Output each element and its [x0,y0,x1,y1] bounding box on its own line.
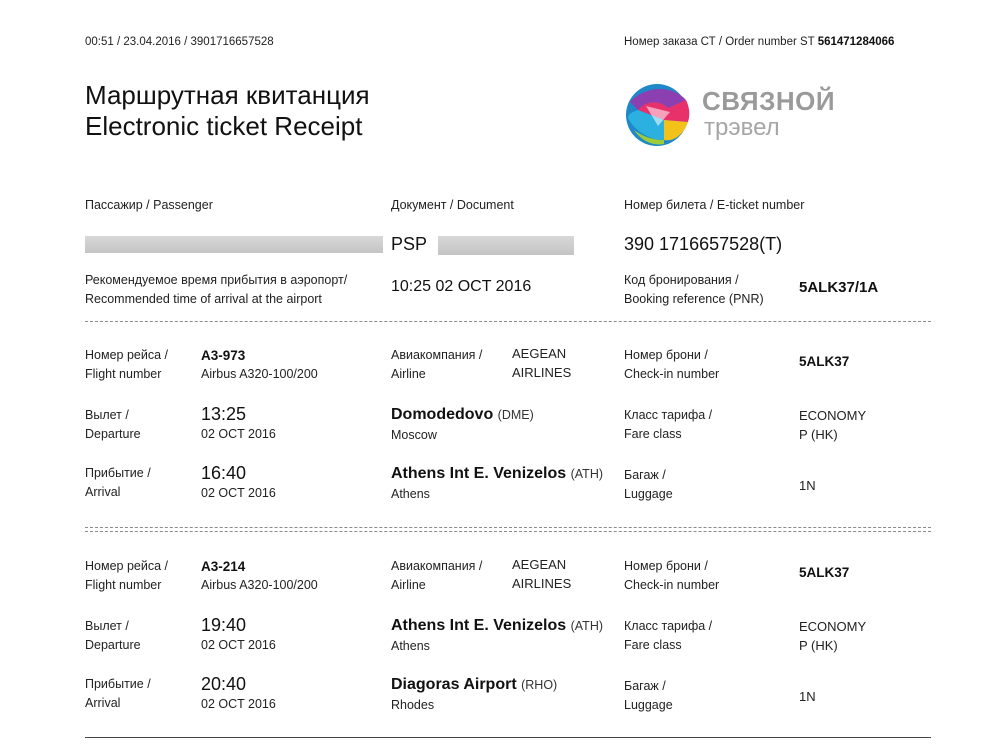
fare-class-label-ru: Класс тарифа / [624,619,713,633]
globe-logo-icon [624,82,692,148]
flight-number-label-ru: Номер рейса / [85,559,168,573]
fare-class-label [624,406,712,444]
departure-date: 02 OCT 2016 [201,638,276,652]
departure-airport-block [391,617,603,656]
flight-segment-1 [0,346,1007,506]
fare-class [799,406,866,444]
flight-info [201,346,318,384]
departure-airport: Athens Int E. Venizelos [391,617,567,634]
arrival-time: 16:40 [201,463,247,483]
arrival-airport: Diagoras Airport [391,676,517,693]
fare-class-label-ru: Класс тарифа / [624,408,713,422]
passenger-name-redacted [85,236,383,253]
title-ru: Маршрутная квитанция [85,80,370,110]
airline-label-en: Airline [391,578,426,592]
departure-time: 19:40 [201,615,247,635]
document-prefix: PSP [391,234,428,254]
departure-city: Athens [391,639,430,653]
arrival-airport-block [391,676,557,715]
arrival-label-ru: Прибытие / [85,466,151,480]
arrival-advice-ru: Рекомендуемое время прибытия в аэропорт/ [85,273,348,287]
luggage: 1N [799,689,816,704]
departure-label [85,617,141,655]
arrival-date: 02 OCT 2016 [201,697,276,711]
arrival-advice-label [85,271,347,309]
booking-ref-label-ru: Код бронирования / [624,273,739,287]
aircraft: Airbus A320-100/200 [201,367,318,381]
luggage-label-en: Luggage [624,698,673,712]
arrival-code: (ATH) [570,467,604,481]
bottom-rule [85,737,931,738]
checkin-number: 5ALK37 [799,354,850,369]
luggage-label-en: Luggage [624,487,673,501]
arrival-time: 20:40 [201,674,247,694]
logo-text-travel: трэвел [704,114,780,141]
arrival-advice-time: 10:25 02 OCT 2016 [391,278,532,295]
checkin-label [624,346,719,384]
luggage-label-ru: Багаж / [624,679,666,693]
divider [85,321,931,322]
flight-segment-2 [0,557,1007,717]
title-en: Electronic ticket Receipt [85,111,363,141]
booking-ref-label-en: Booking reference (PNR) [624,292,764,306]
flight-number: A3-973 [201,348,246,363]
checkin-label [624,557,719,595]
checkin-label-en: Check-in number [624,367,720,381]
flight-number-label [85,557,168,595]
arrival-label-ru: Прибытие / [85,677,151,691]
flight-info [201,557,318,595]
arrival-code: (RHO) [521,678,558,692]
departure-time-block [201,615,276,655]
booking-ref-label [624,271,764,309]
luggage-label [624,466,673,504]
fare-class-label-en: Fare class [624,427,682,441]
flight-number-label-en: Flight number [85,578,162,592]
document-label: Документ / Document [391,198,514,212]
passenger-label: Пассажир / Passenger [85,198,213,212]
airline-label [391,557,482,595]
order-number-row [624,36,894,48]
logo-text-svyaznoy: СВЯЗНОЙ [702,86,836,116]
fare-class-label [624,617,712,655]
ticket-label: Номер билета / E-ticket number [624,198,805,212]
luggage-label [624,677,673,715]
fare-class-line1: ECONOMY [799,408,867,423]
flight-number-label-en: Flight number [85,367,162,381]
arrival-airport-block [391,465,603,504]
departure-code: (ATH) [570,619,604,633]
departure-label-ru: Вылет / [85,619,129,633]
arrival-label [85,464,151,502]
airline-label-ru: Авиакомпания / [391,348,483,362]
checkin-label-ru: Номер брони / [624,348,708,362]
print-meta: 00:51 / 23.04.2016 / 3901716657528 [85,36,274,48]
luggage-label-ru: Багаж / [624,468,666,482]
departure-airport-block [391,406,534,445]
departure-code: (DME) [497,408,534,422]
departure-city: Moscow [391,428,437,442]
flight-number-label-ru: Номер рейса / [85,348,168,362]
order-number: 561471284066 [817,36,895,48]
fare-class-label-en: Fare class [624,638,682,652]
airline-label-en: Airline [391,367,426,381]
fare-class [799,617,866,655]
departure-label-en: Departure [85,427,141,441]
departure-time: 13:25 [201,404,247,424]
airline-name-line1: AEGEAN [512,346,567,361]
ticket-number: 390 1716657528(T) [624,234,783,254]
departure-label [85,406,141,444]
airline-name [512,555,571,593]
checkin-label-ru: Номер брони / [624,559,708,573]
arrival-time-block [201,463,276,503]
svyaznoy-travel-logo [624,82,894,148]
fare-class-line2: P (HK) [799,427,838,442]
airline-name [512,344,571,382]
document-number-redacted [438,236,574,255]
luggage: 1N [799,478,816,493]
arrival-airport: Athens Int E. Venizelos [391,465,567,482]
airline-name-line2: AIRLINES [512,576,572,591]
airline-name-line2: AIRLINES [512,365,572,380]
departure-date: 02 OCT 2016 [201,427,276,441]
arrival-label-en: Arrival [85,696,121,710]
departure-time-block [201,404,276,444]
arrival-city: Athens [391,487,430,501]
fare-class-line2: P (HK) [799,638,838,653]
booking-ref: 5ALK37/1A [799,279,879,296]
arrival-time-block [201,674,276,714]
divider [85,527,931,528]
arrival-advice-en: Recommended time of arrival at the airport [85,292,322,306]
airline-label-ru: Авиакомпания / [391,559,483,573]
departure-label-en: Departure [85,638,141,652]
flight-number-label [85,346,168,384]
flight-number: A3-214 [201,559,246,574]
departure-airport: Domodedovo [391,406,494,423]
arrival-label [85,675,151,713]
aircraft: Airbus A320-100/200 [201,578,318,592]
divider [85,531,931,532]
checkin-number: 5ALK37 [799,565,850,580]
departure-label-ru: Вылет / [85,408,129,422]
airline-name-line1: AEGEAN [512,557,567,572]
airline-label [391,346,482,384]
checkin-label-en: Check-in number [624,578,720,592]
arrival-date: 02 OCT 2016 [201,486,276,500]
arrival-city: Rhodes [391,698,435,712]
order-number-label: Номер заказа СТ / Order number ST [624,36,815,48]
arrival-label-en: Arrival [85,485,121,499]
fare-class-line1: ECONOMY [799,619,867,634]
